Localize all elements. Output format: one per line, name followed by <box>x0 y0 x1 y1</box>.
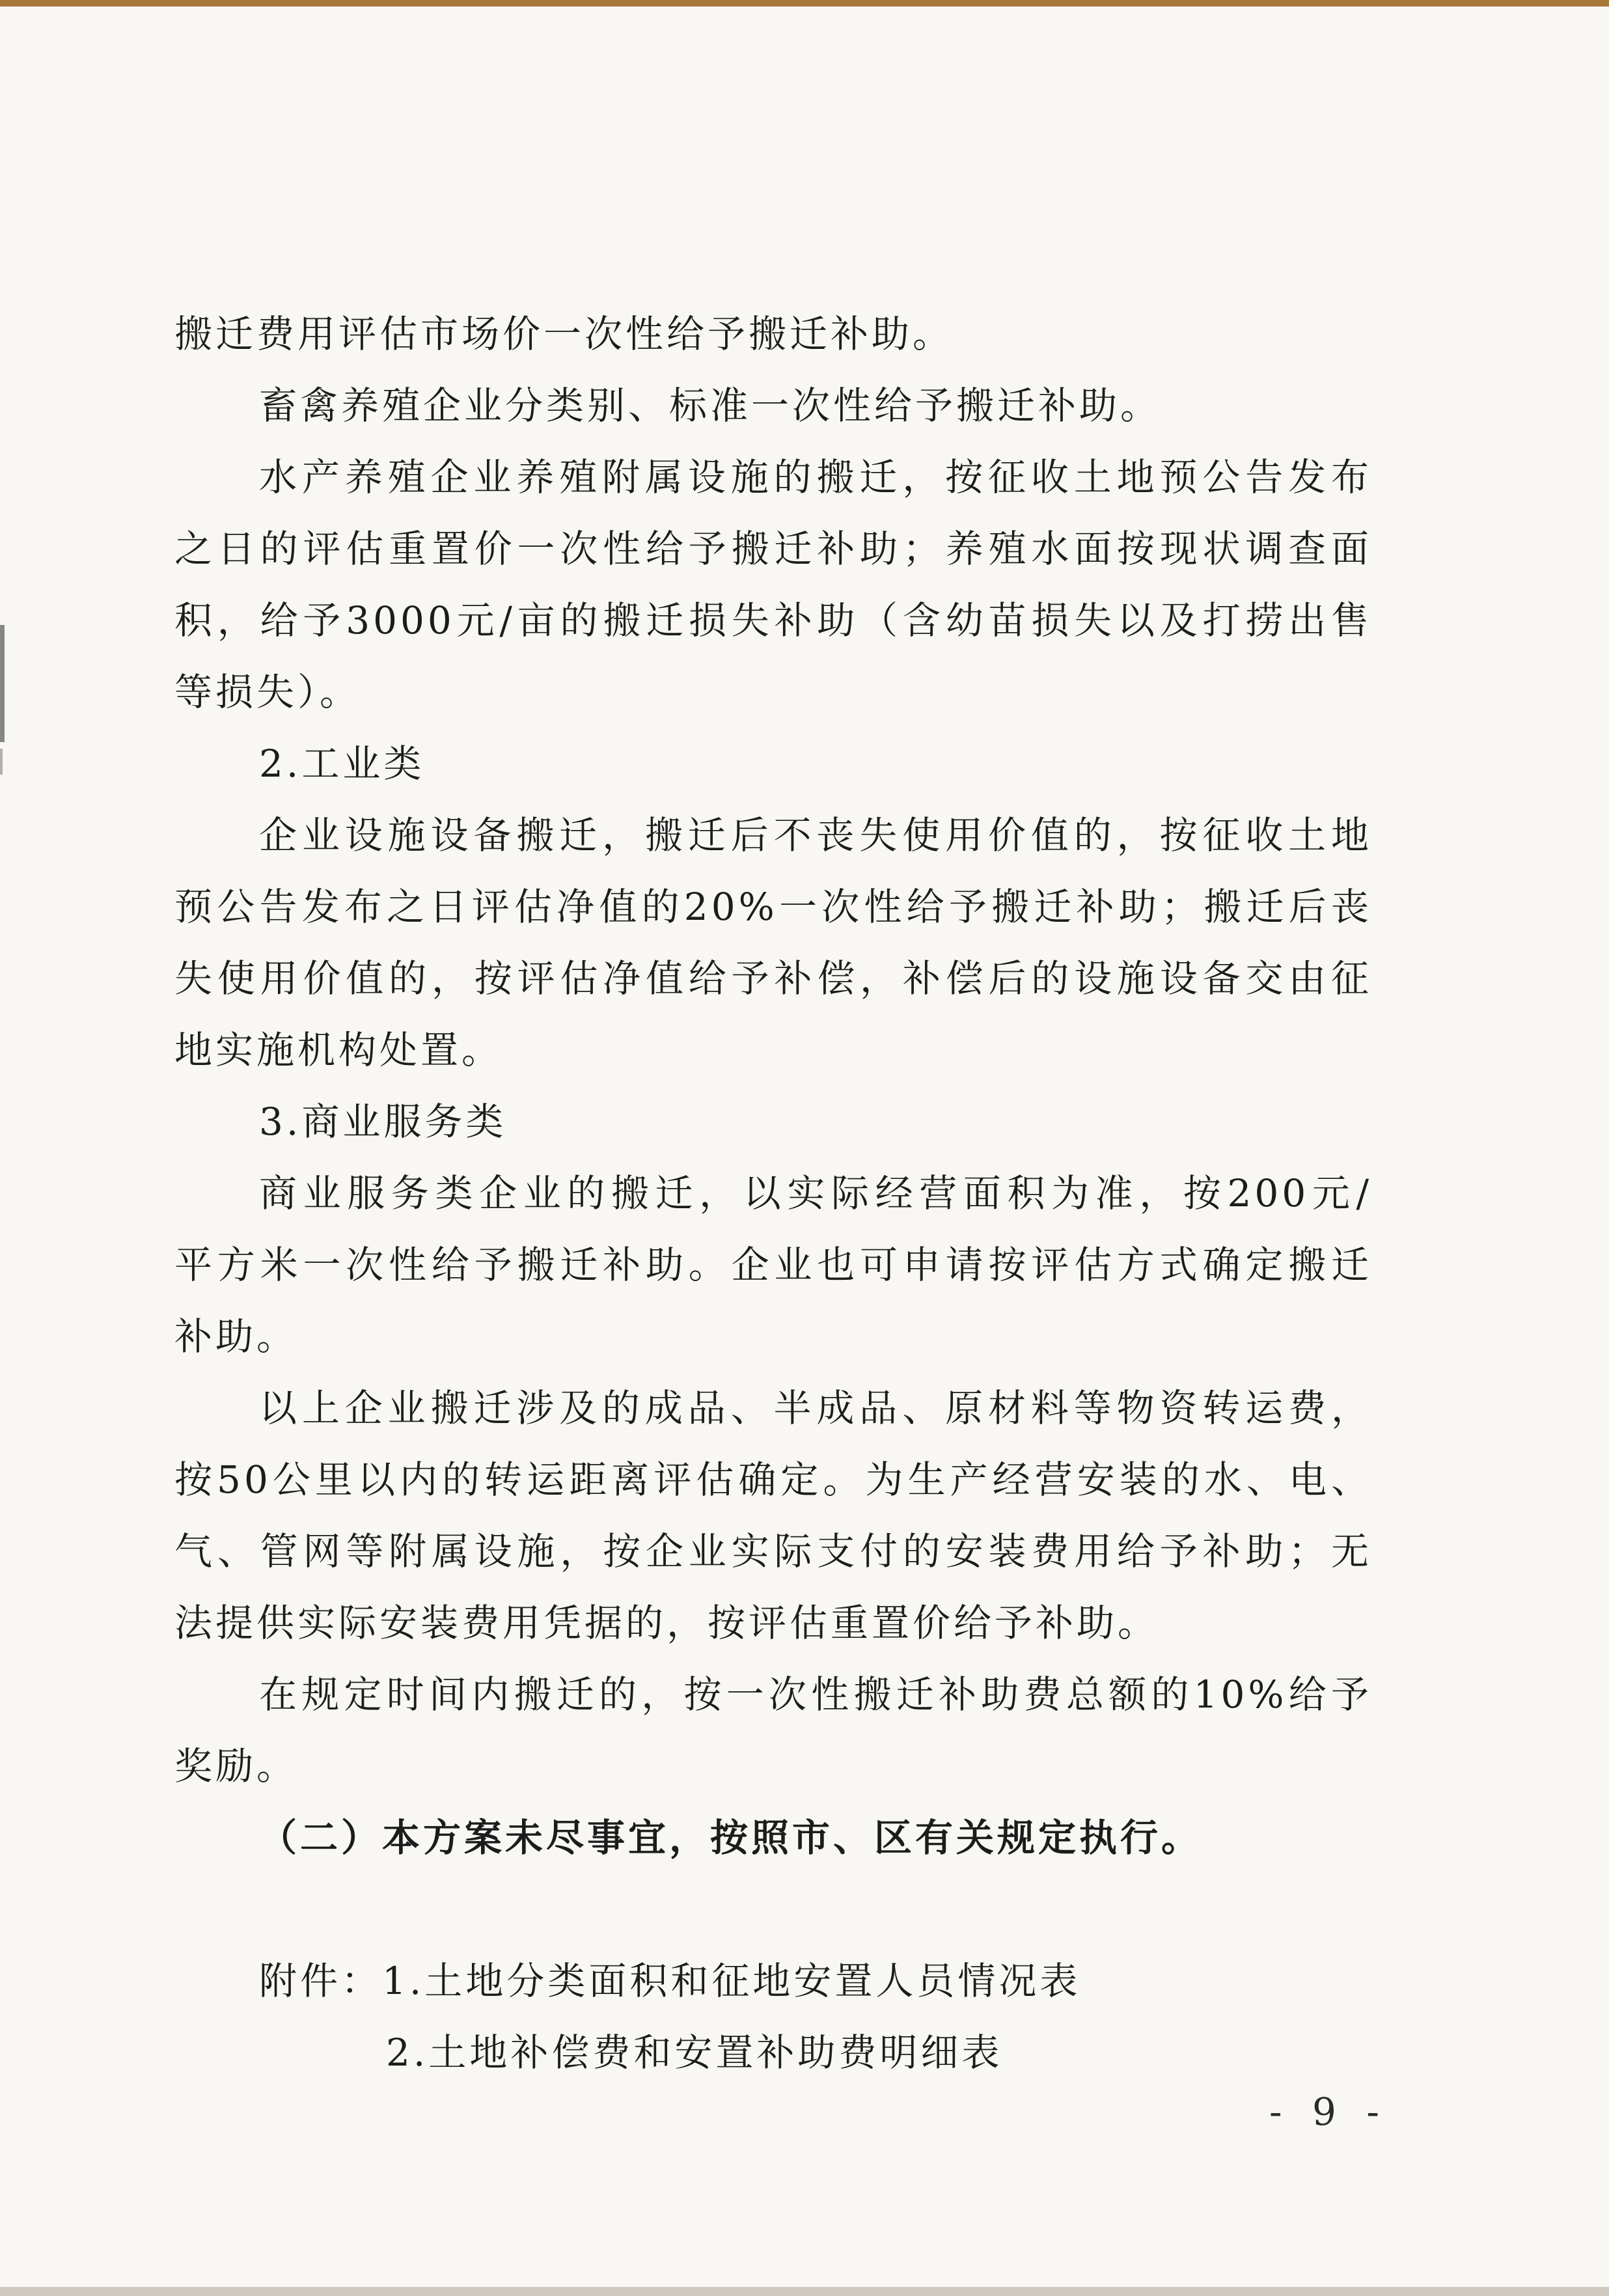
paragraph-line: 搬迁费用评估市场价一次性给予搬迁补助。 <box>174 312 954 356</box>
attachment-line <box>174 1945 1372 2017</box>
section-heading: 3.商业服务类 <box>259 1100 507 1144</box>
paragraph-line: 补助。 <box>174 1314 298 1359</box>
section-heading-bold: （二）本方案未尽事宜，按照市、区有关规定执行。 <box>259 1816 1203 1860</box>
page-number: - 9 - <box>1269 2090 1388 2134</box>
paragraph-line: 以上企业搬迁涉及的成品、半成品、原材料等物资转运费， <box>259 1386 1372 1430</box>
attachment-item: 1.土地分类面积和征地安置人员情况表 <box>382 1959 1081 2003</box>
paragraph-line: 之日的评估重置价一次性给予搬迁补助；养殖水面按现状调查面 <box>174 527 1372 571</box>
paragraph-line: 预公告发布之日评估净值的20%一次性给予搬迁补助；搬迁后丧 <box>174 885 1372 929</box>
paragraph-line: 商业服务类企业的搬迁，以实际经营面积为准，按200元/ <box>259 1171 1372 1215</box>
paragraph-line: 企业设施设备搬迁，搬迁后不丧失使用价值的，按征收土地 <box>259 813 1372 857</box>
paragraph-line: 平方米一次性给予搬迁补助。企业也可申请按评估方式确定搬迁 <box>174 1243 1372 1287</box>
paragraph-line: 气、管网等附属设施，按企业实际支付的安装费用给予补助；无 <box>174 1529 1372 1573</box>
attachment-item: 2.土地补偿费和安置补助费明细表 <box>386 2030 1003 2075</box>
paragraph-line: 畜禽养殖企业分类别、标准一次性给予搬迁补助。 <box>259 383 1162 428</box>
scan-binding-mark <box>0 625 5 742</box>
section-heading: 2.工业类 <box>259 741 425 786</box>
paragraph-line: 水产养殖企业养殖附属设施的搬迁，按征收土地预公告发布 <box>259 455 1372 499</box>
scan-edge-bottom <box>0 2287 1609 2296</box>
paragraph-line: 按50公里以内的转运距离评估确定。为生产经营安装的水、电、 <box>174 1458 1372 1502</box>
paragraph-line: 在规定时间内搬迁的，按一次性搬迁补助费总额的10%给予 <box>259 1672 1372 1717</box>
blank-line <box>174 1874 1372 1945</box>
paragraph-line: 奖励。 <box>174 1744 298 1788</box>
attachment-label: 附件： <box>259 1959 383 2003</box>
scan-edge-top <box>0 0 1609 7</box>
paragraph-line: 等损失）。 <box>174 670 361 714</box>
paragraph-line: 积，给予3000元/亩的搬迁损失补助（含幼苗损失以及打捞出售 <box>174 598 1372 643</box>
paragraph-line: 地实施机构处置。 <box>174 1028 503 1072</box>
scan-binding-mark-small <box>0 749 3 775</box>
document-body <box>174 298 1372 2088</box>
paragraph-line: 失使用价值的，按评估净值给予补偿，补偿后的设施设备交由征 <box>174 956 1372 1001</box>
paragraph-line: 法提供实际安装费用凭据的，按评估重置价给予补助。 <box>174 1601 1159 1645</box>
